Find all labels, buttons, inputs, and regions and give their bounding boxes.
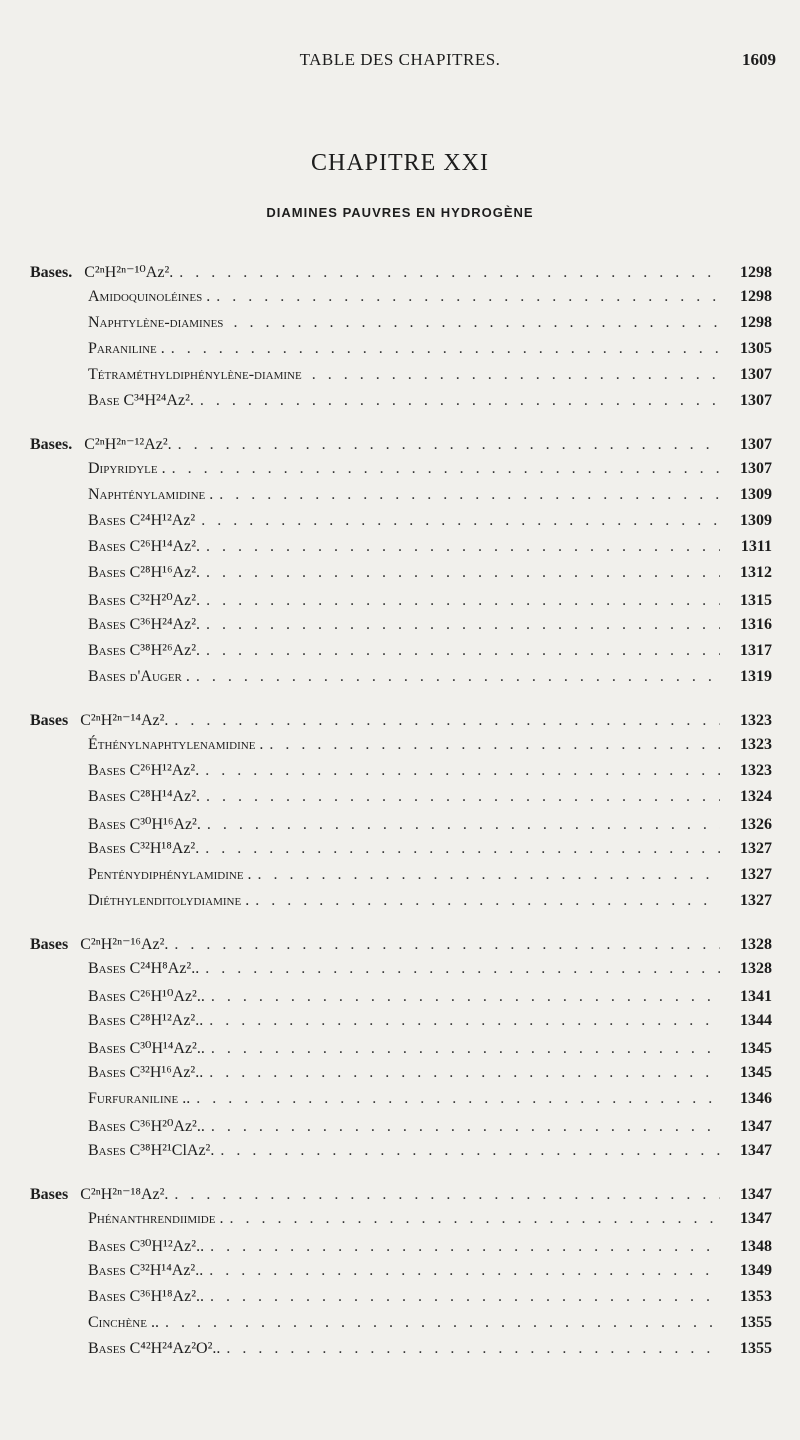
entry-page: 1311 [740,538,772,555]
entry-page: 1326 [740,816,772,833]
entry-label: Bases [88,1340,126,1357]
dot-leader [205,840,720,858]
group-page: 1347 [740,1186,772,1203]
entry-label: Bases [88,840,126,857]
toc-entry [0,314,800,340]
entry-label: Naphténylamidine [88,486,206,503]
toc-entry [0,1116,800,1142]
dot-leader [226,1340,720,1358]
entry-page: 1355 [740,1340,772,1357]
toc-entry [0,590,800,616]
entry-formula: . [247,866,252,883]
entry-page: 1307 [740,366,772,383]
entry-label: Bases [88,762,126,779]
entry-page: 1298 [740,314,772,331]
dot-leader [229,1210,720,1228]
entry-formula: C²⁶H¹⁰Az².. [129,988,205,1005]
entry-formula: C²⁴H¹²Az² [129,512,196,529]
entry-formula: C²⁶H¹⁴Az². [129,538,201,555]
entry-label: Bases [88,960,126,977]
toc-group-row [0,710,800,736]
entry-formula: C³²H²⁰Az². [129,592,201,609]
entry-formula: C³⁶H²⁰Az².. [129,1118,205,1135]
toc-entry [0,1090,800,1116]
dot-leader [209,1012,720,1030]
entry-page: 1309 [740,512,772,529]
running-title: TABLE DES CHAPITRES. [299,50,501,69]
toc-entry [0,512,800,538]
toc-entry [0,1142,800,1168]
dot-leader [196,668,720,686]
toc-entry [0,340,800,366]
toc-entry [0,762,800,788]
entry-page: 1346 [740,1090,772,1107]
entry-page: 1327 [740,892,772,909]
entry-page: 1344 [740,1012,772,1029]
toc-entry [0,392,800,418]
entry-page: 1327 [740,866,772,883]
toc-entry [0,1236,800,1262]
group-formula: C²ⁿH²ⁿ⁻¹⁸Az². [80,1186,169,1203]
toc-section [0,1184,800,1366]
dot-leader [210,1288,720,1306]
toc-entry [0,288,800,314]
toc-entry [0,1340,800,1366]
group-formula: C²ⁿH²ⁿ⁻¹²Az². [84,436,172,453]
dot-leader [206,642,720,660]
entry-label: Amidoquinoléines [88,288,203,305]
dot-leader [209,1262,720,1280]
entry-page: 1312 [740,564,772,581]
toc-entry [0,616,800,642]
entry-page: 1327 [740,840,772,857]
dot-leader [179,264,720,282]
dot-leader [171,340,720,358]
entry-page: 1345 [740,1040,772,1057]
toc-entry [0,366,800,392]
group-label: Bases. [30,264,73,281]
dot-leader [216,288,720,306]
toc-entry [0,486,800,512]
dot-leader [172,460,720,478]
table-of-contents [0,262,800,1382]
entry-label: Cinchène [88,1314,147,1331]
dot-leader [200,392,720,410]
dot-leader [174,712,720,730]
toc-entry [0,892,800,918]
dot-leader [206,616,720,634]
toc-entry [0,1288,800,1314]
entry-page: 1307 [740,392,772,409]
entry-label: Bases [88,788,126,805]
group-page: 1328 [740,936,772,953]
entry-page: 1319 [740,668,772,685]
dot-leader [211,1040,720,1058]
toc-entry [0,1064,800,1090]
entry-formula: C²⁸H¹²Az².. [129,1012,204,1029]
entry-label: Bases [88,616,126,633]
toc-entry [0,642,800,668]
toc-section [0,434,800,694]
toc-section [0,934,800,1168]
entry-label: Bases [88,1142,126,1159]
entry-label: Bases [88,1118,126,1135]
entry-page: 1347 [740,1118,772,1135]
entry-label: Furfuraniline [88,1090,179,1107]
entry-formula: . [209,486,214,503]
toc-entry [0,788,800,814]
entry-formula: . [185,668,190,685]
dot-leader [174,1186,720,1204]
entry-formula: C³⁴H²⁴Az². [123,392,194,409]
entry-formula: C³⁰H¹⁴Az².. [129,1040,205,1057]
dot-leader [312,366,720,384]
entry-formula: . [245,892,250,909]
entry-formula: .. [150,1314,159,1331]
page-number: 1609 [742,50,776,69]
entry-formula: C²⁴H⁸Az².. [129,960,200,977]
entry-label: Bases [88,538,126,555]
entry-formula: C²⁶H¹²Az². [129,762,200,779]
entry-formula: .. [182,1090,191,1107]
entry-page: 1309 [740,486,772,503]
dot-leader [196,1090,720,1108]
dot-leader [205,762,720,780]
entry-formula: . [259,736,264,753]
toc-section [0,710,800,918]
dot-leader [206,564,720,582]
dot-leader [233,314,720,332]
group-page: 1298 [740,264,772,281]
toc-entry [0,538,800,564]
toc-group-row [0,934,800,960]
toc-entry [0,668,800,694]
entry-label: Éthénylnaphtylenamidine [88,736,256,753]
group-label: Bases [30,936,69,953]
entry-formula: C³⁸H²¹ClAz². [129,1142,215,1159]
group-formula: C²ⁿH²ⁿ⁻¹⁰Az². [84,264,174,281]
entry-label: Dipyridyle [88,460,158,477]
entry-formula: C⁴²H²⁴Az²O².. [129,1340,221,1357]
toc-entry [0,460,800,486]
entry-page: 1298 [740,288,772,305]
toc-entry [0,960,800,986]
running-head [0,50,800,74]
entry-label: Bases [88,988,126,1005]
dot-leader [269,736,720,754]
dot-leader [255,892,720,910]
entry-page: 1305 [740,340,772,357]
dot-leader [174,936,720,954]
entry-label: Bases [88,564,126,581]
entry-page: 1328 [740,960,772,977]
entry-page: 1347 [740,1210,772,1227]
entry-page: 1323 [740,762,772,779]
toc-entry [0,814,800,840]
entry-formula: C³⁸H²⁶Az². [129,642,201,659]
toc-entry [0,1210,800,1236]
entry-label: Base [88,392,120,409]
entry-label: Bases [88,1288,126,1305]
entry-formula: C³⁰H¹²Az².. [129,1238,205,1255]
dot-leader [201,512,720,530]
entry-page: 1355 [740,1314,772,1331]
dot-leader [205,960,720,978]
entry-formula: . [160,340,165,357]
toc-entry [0,840,800,866]
toc-section [0,262,800,418]
toc-entry [0,736,800,762]
toc-entry [0,866,800,892]
entry-label: Bases [88,1012,126,1029]
entry-formula: C³²H¹⁶Az².. [129,1064,204,1081]
toc-entry [0,564,800,590]
entry-label: Bases [88,1064,126,1081]
entry-page: 1323 [740,736,772,753]
dot-leader [206,538,720,556]
entry-page: 1348 [740,1238,772,1255]
entry-formula: C²⁸H¹⁴Az². [129,788,201,805]
entry-page: 1315 [740,592,772,609]
entry-formula: C³²H¹⁴Az².. [129,1262,204,1279]
entry-label: Bases [88,1040,126,1057]
group-label: Bases. [30,436,73,453]
toc-entry [0,1314,800,1340]
entry-formula: . [206,288,211,305]
dot-leader [207,816,720,834]
entry-page: 1324 [740,788,772,805]
toc-group-row [0,1184,800,1210]
entry-page: 1347 [740,1142,772,1159]
entry-formula: C³⁰H¹⁶Az². [129,816,201,833]
group-formula: C²ⁿH²ⁿ⁻¹⁶Az². [80,936,169,953]
chapter-title: CHAPITRE XXI [311,150,489,176]
group-formula: C²ⁿH²ⁿ⁻¹⁴Az². [80,712,169,729]
entry-label: Bases d'Auger [88,668,182,685]
dot-leader [206,592,720,610]
dot-leader [178,436,720,454]
entry-page: 1353 [740,1288,772,1305]
entry-label: Naphtylène-diamines [88,314,224,331]
toc-entry [0,1012,800,1038]
toc-entry [0,1038,800,1064]
toc-group-row [0,262,800,288]
group-label: Bases [30,712,69,729]
entry-page: 1341 [740,988,772,1005]
entry-label: Tétraméthyldiphénylène-diamine [88,366,302,383]
entry-formula: . [161,460,166,477]
entry-label: Bases [88,1262,126,1279]
entry-page: 1316 [740,616,772,633]
group-page: 1323 [740,712,772,729]
entry-page: 1349 [740,1262,772,1279]
toc-group-row [0,434,800,460]
entry-page: 1307 [740,460,772,477]
entry-formula: C²⁸H¹⁶Az². [129,564,201,581]
entry-label: Bases [88,592,126,609]
entry-label: Diéthylenditolydiamine [88,892,242,909]
entry-label: Penténydiphénylamidine [88,866,244,883]
entry-formula: C³²H¹⁸Az². [129,840,200,857]
entry-label: Bases [88,642,126,659]
dot-leader [211,1118,720,1136]
dot-leader [206,788,720,806]
dot-leader [210,1238,720,1256]
entry-label: Bases [88,512,126,529]
entry-label: Phénanthrendiimide [88,1210,216,1227]
entry-label: Bases [88,816,126,833]
toc-entry [0,986,800,1012]
entry-label: Paraniline [88,340,157,357]
dot-leader [219,486,720,504]
entry-label: Bases [88,1238,126,1255]
entry-formula: . [219,1210,224,1227]
group-page: 1307 [740,436,772,453]
entry-formula: C³⁶H²⁴Az². [129,616,201,633]
entry-page: 1345 [740,1064,772,1081]
dot-leader [209,1064,720,1082]
toc-entry [0,1262,800,1288]
entry-formula: C³⁶H¹⁸Az².. [129,1288,205,1305]
group-label: Bases [30,1186,69,1203]
dot-leader [220,1142,720,1160]
entry-page: 1317 [740,642,772,659]
chapter-subtitle: DIAMINES PAUVRES EN HYDROGÈNE [266,205,534,220]
dot-leader [211,988,720,1006]
dot-leader [258,866,720,884]
dot-leader [165,1314,720,1332]
